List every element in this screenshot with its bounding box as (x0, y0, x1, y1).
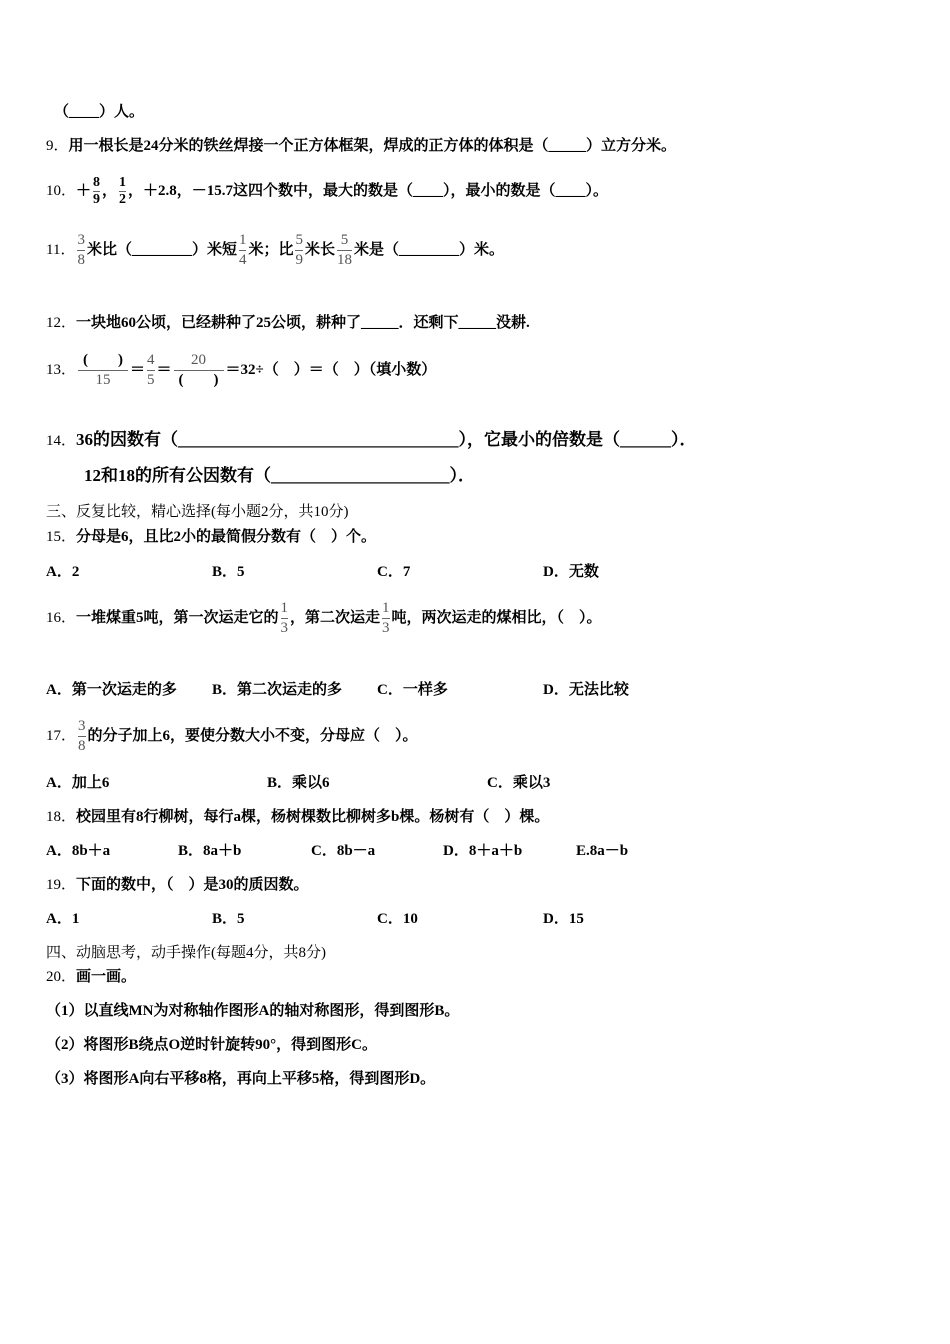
text-segment: 一堆煤重5吨，第一次运走它的 (76, 610, 279, 626)
numerator: 3 (77, 232, 85, 249)
question-text: 分母是6，且比2小的最简假分数有（ ）个。 (76, 529, 377, 545)
q20-step-2: （2）将图形B绕点O逆时针旋转90°，得到图形C。 (46, 1037, 378, 1053)
option-c[interactable]: C．一样多 (377, 682, 448, 698)
q20-step-1: （1）以直线MN为对称轴作图形A的轴对称图形，得到图形B。 (46, 1003, 460, 1019)
question-12 (46, 313, 530, 333)
denominator: ( ) (178, 372, 219, 389)
fraction-1-4 (239, 232, 247, 269)
question-10 (46, 174, 608, 208)
denominator: 9 (93, 192, 101, 208)
question-number: 14． (46, 433, 77, 449)
plus-sign: ＋ (76, 183, 92, 199)
option-d[interactable]: D．无数 (543, 564, 599, 580)
question-number: 17． (46, 728, 77, 744)
section-4-heading: 四、动脑思考，动手操作(每题4分，共8分) (46, 945, 326, 961)
fraction-4-5 (147, 352, 155, 389)
fraction-20-blank (174, 352, 224, 389)
denominator: 9 (295, 252, 303, 269)
numerator: ( ) (83, 352, 124, 369)
text-segment: 米；比 (248, 242, 294, 258)
question-20 (46, 967, 136, 987)
question-number: 15． (46, 529, 77, 545)
question-number: 13． (46, 362, 77, 378)
question-14 (46, 430, 697, 451)
question-number: 16． (46, 610, 77, 626)
question-16 (46, 596, 602, 640)
question-number: 10． (46, 183, 77, 199)
denominator: 8 (78, 738, 86, 755)
question-number: 12． (46, 315, 77, 331)
question-text: ，＋2.8，－15.7这四个数中，最大的数是（____），最小的数是（____）。 (128, 183, 609, 199)
denominator: 15 (95, 372, 111, 389)
text-segment: 吨，两次运走的煤相比，（ ）。 (391, 610, 602, 626)
question-text: 一块地60公顷，已经耕种了25公顷，耕种了_____．还剩下_____没耕. (76, 315, 530, 331)
question-19 (46, 875, 309, 895)
option-e[interactable]: E.8a－b (576, 843, 629, 859)
option-c[interactable]: C．10 (377, 911, 418, 927)
question-number: 11． (46, 242, 76, 258)
option-d[interactable]: D．15 (543, 911, 584, 927)
option-a[interactable]: A．8b＋a (46, 843, 111, 859)
question-9 (46, 136, 676, 156)
denominator: 3 (382, 620, 390, 637)
denominator: 4 (238, 252, 247, 269)
option-a[interactable]: A．1 (46, 911, 80, 927)
fraction-5-18 (337, 232, 352, 269)
question-13 (46, 348, 436, 392)
denominator: 5 (147, 372, 155, 389)
q8-tail: （____）人。 (54, 104, 145, 120)
text-segment: 米比（________）米短 (86, 242, 237, 258)
question-number: 9． (46, 138, 69, 154)
numerator: 5 (340, 232, 349, 249)
fraction-8-9 (93, 176, 100, 207)
option-a[interactable]: A．2 (46, 564, 80, 580)
text-segment: ，第二次运走 (290, 610, 381, 626)
equals-sign: ＝ (130, 362, 146, 378)
question-number: 20． (46, 969, 77, 985)
option-d[interactable]: D．无法比较 (543, 682, 629, 698)
option-b[interactable]: B．乘以6 (267, 775, 330, 791)
equals-sign: ＝ (156, 362, 172, 378)
text-segment: 米是（________）米。 (354, 242, 505, 258)
option-c[interactable]: C．乘以3 (487, 775, 551, 791)
question-text: 画一画。 (76, 969, 137, 985)
denominator: 3 (280, 620, 289, 637)
fraction-3-8 (78, 718, 86, 755)
numerator: 1 (382, 600, 390, 617)
denominator: 18 (337, 252, 352, 269)
fraction-blank-15 (78, 352, 128, 389)
question-18 (46, 807, 549, 827)
numerator: 1 (280, 600, 289, 617)
fraction-1-3 (382, 600, 390, 637)
question-15 (46, 527, 376, 547)
text-segment: 米长 (304, 242, 335, 258)
option-b[interactable]: B．第二次运走的多 (212, 682, 343, 698)
numerator: 20 (191, 352, 207, 369)
question-text: 校园里有8行柳树，每行a棵，杨树棵数比柳树多b棵。杨树有（ ）棵。 (76, 809, 550, 825)
option-a[interactable]: A．第一次运走的多 (46, 682, 177, 698)
option-d[interactable]: D．8＋a＋b (443, 843, 523, 859)
numerator: 5 (295, 232, 303, 249)
numerator: 1 (119, 175, 127, 191)
denominator: 8 (77, 252, 85, 269)
question-text: 的分子加上6，要使分数大小不变，分母应（ ）。 (87, 728, 418, 744)
question-17 (46, 714, 418, 758)
option-c[interactable]: C．8b－a (311, 843, 376, 859)
question-text: 用一根长是24分米的铁丝焊接一个正方体框架，焊成的正方体的体积是（_____）立方分米。 (68, 138, 677, 154)
denominator: 2 (119, 192, 127, 208)
option-b[interactable]: B．8a＋b (178, 843, 242, 859)
fraction-1-3 (281, 600, 289, 637)
fraction-5-9 (295, 232, 303, 269)
numerator: 8 (93, 175, 101, 191)
question-text: 下面的数中，（ ）是30的质因数。 (76, 877, 309, 893)
option-c[interactable]: C．7 (377, 564, 411, 580)
option-a[interactable]: A．加上6 (46, 775, 110, 791)
question-text-line1: 36的因数有（_________________________________），它最小的倍数是（______）． (76, 430, 697, 449)
q20-step-3: （3）将图形A向右平移8格，再向上平移5格，得到图形D。 (46, 1071, 436, 1087)
question-14-line2: 12和18的所有公因数有（_____________________）． (84, 466, 475, 485)
numerator: 3 (78, 718, 86, 735)
question-number: 18． (46, 809, 77, 825)
section-3-heading: 三、反复比较，精心选择(每小题2分，共10分) (46, 504, 349, 520)
fraction-3-8 (77, 232, 85, 269)
question-11 (46, 230, 504, 270)
numerator: 4 (147, 352, 155, 369)
option-b[interactable]: B．5 (212, 911, 245, 927)
separator: ， (102, 183, 118, 199)
numerator: 1 (238, 232, 247, 249)
question-number: 19． (46, 877, 77, 893)
question-text: ＝32÷（ ）＝（ ）（填小数） (225, 362, 437, 378)
option-b[interactable]: B．5 (212, 564, 245, 580)
fraction-1-2 (119, 176, 126, 207)
